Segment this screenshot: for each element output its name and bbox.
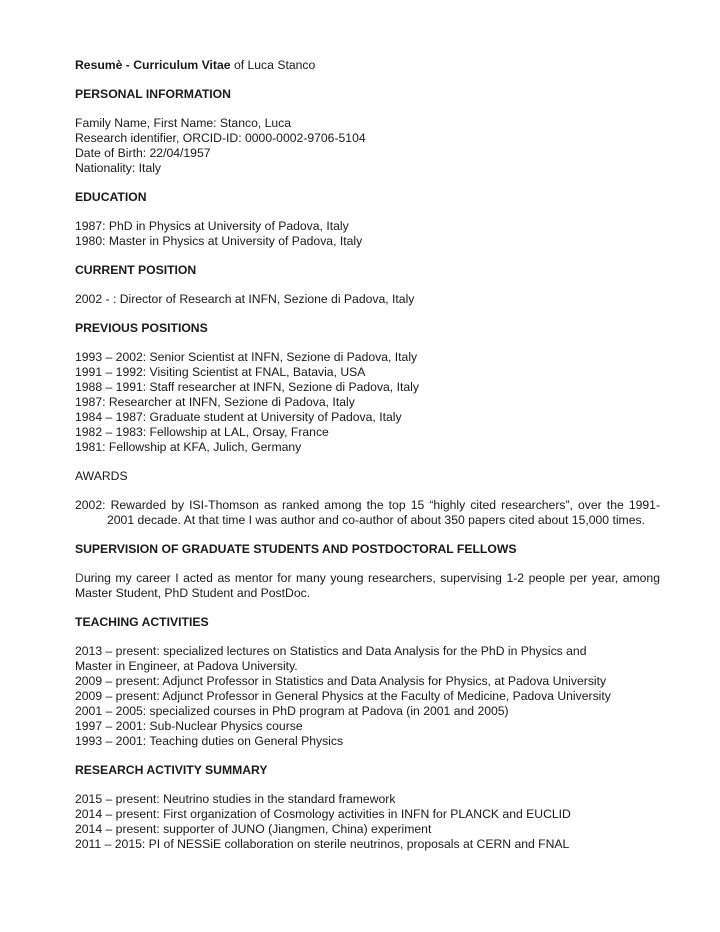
education-line: 1980: Master in Physics at University of Padova, Italy (75, 234, 363, 248)
personal-line: Family Name, First Name: Stanco, Luca (75, 116, 292, 130)
previous-position-line: 1991 – 1992: Visiting Scientist at FNAL, Batavia, USA (75, 365, 366, 379)
teaching-line: 1997 – 2001: Sub-Nuclear Physics course (75, 719, 303, 733)
teaching-heading: TEACHING ACTIVITIES (75, 615, 209, 629)
research-line: 2015 – present: Neutrino studies in the standard framework (75, 792, 396, 806)
previous-position-line: 1984 – 1987: Graduate student at University of Padova, Italy (75, 410, 402, 424)
teaching-line: 2013 – present: specialized lectures on Statistics and Data Analysis for the PhD in Physics and (75, 644, 587, 658)
document-title-name: of Luca Stanco (230, 58, 316, 72)
research-section (75, 792, 660, 852)
awards-text: 2002: Rewarded by ISI-Thomson as ranked among the top 15 “highly cited researchers”, over the 1991-2001 decade. At that time I was author and co-author of about 350 papers cited about 15,000 times. (75, 498, 660, 527)
supervision-text: uring my career I acted as mentor for many young researchers, supervising 1-2 people per year, among Master Student, PhD Student and PostDoc. (75, 571, 660, 600)
previous-positions-section (75, 350, 660, 455)
personal-line: Research identifier, ORCID-ID: 0000-0002-9706-5104 (75, 131, 366, 145)
education-line: 1987: PhD in Physics at University of Padova, Italy (75, 219, 349, 233)
personal-line: Date of Birth: 22/04/1957 (75, 146, 211, 160)
previous-positions-heading: PREVIOUS POSITIONS (75, 321, 208, 335)
research-line: 2014 – present: First organization of Cosmology activities in INFN for PLANCK and EUCLID (75, 807, 571, 821)
personal-information-heading: PERSONAL INFORMATION (75, 87, 231, 101)
previous-position-line: 1987: Researcher at INFN, Sezione di Padova, Italy (75, 395, 355, 409)
current-position-section (75, 292, 660, 307)
teaching-line: 1993 – 2001: Teaching duties on General Physics (75, 734, 344, 748)
research-line: 2011 – 2015: PI of NESSiE collaboration on sterile neutrinos, proposals at CERN and FNAL (75, 837, 570, 851)
teaching-section (75, 644, 660, 749)
research-heading: RESEARCH ACTIVITY SUMMARY (75, 763, 268, 777)
personal-line: Nationality: Italy (75, 161, 162, 175)
document-title (75, 58, 660, 73)
personal-information-section (75, 116, 660, 176)
current-position-heading: CURRENT POSITION (75, 263, 197, 277)
teaching-line: Master in Engineer, at Padova University. (75, 659, 298, 673)
research-line: 2014 – present: supporter of JUNO (Jiangmen, China) experiment (75, 822, 432, 836)
previous-position-line: 1982 – 1983: Fellowship at LAL, Orsay, France (75, 425, 329, 439)
education-section (75, 219, 660, 249)
awards-heading: AWARDS (75, 469, 128, 483)
previous-position-line: 1988 – 1991: Staff researcher at INFN, Sezione di Padova, Italy (75, 380, 419, 394)
supervision-heading: SUPERVISION OF GRADUATE STUDENTS AND POSTDOCTORAL FELLOWS (75, 542, 517, 556)
previous-position-line: 1993 – 2002: Senior Scientist at INFN, Sezione di Padova, Italy (75, 350, 418, 364)
supervision-first-letter: D (75, 571, 84, 585)
teaching-line: 2001 – 2005: specialized courses in PhD program at Padova (in 2001 and 2005) (75, 704, 509, 718)
current-position-line: 2002 - : Director of Research at INFN, Sezione di Padova, Italy (75, 292, 415, 306)
previous-position-line: 1981: Fellowship at KFA, Julich, Germany (75, 440, 302, 454)
teaching-line: 2009 – present: Adjunct Professor in General Physics at the Faculty of Medicine, Padova University (75, 689, 611, 703)
document-title-bold: Resumè - Curriculum Vitae (75, 58, 231, 72)
teaching-line: 2009 – present: Adjunct Professor in Statistics and Data Analysis for Physics, at Padova University (75, 674, 607, 688)
education-heading: EDUCATION (75, 190, 147, 204)
cv-document (75, 58, 660, 866)
supervision-section (75, 571, 660, 601)
